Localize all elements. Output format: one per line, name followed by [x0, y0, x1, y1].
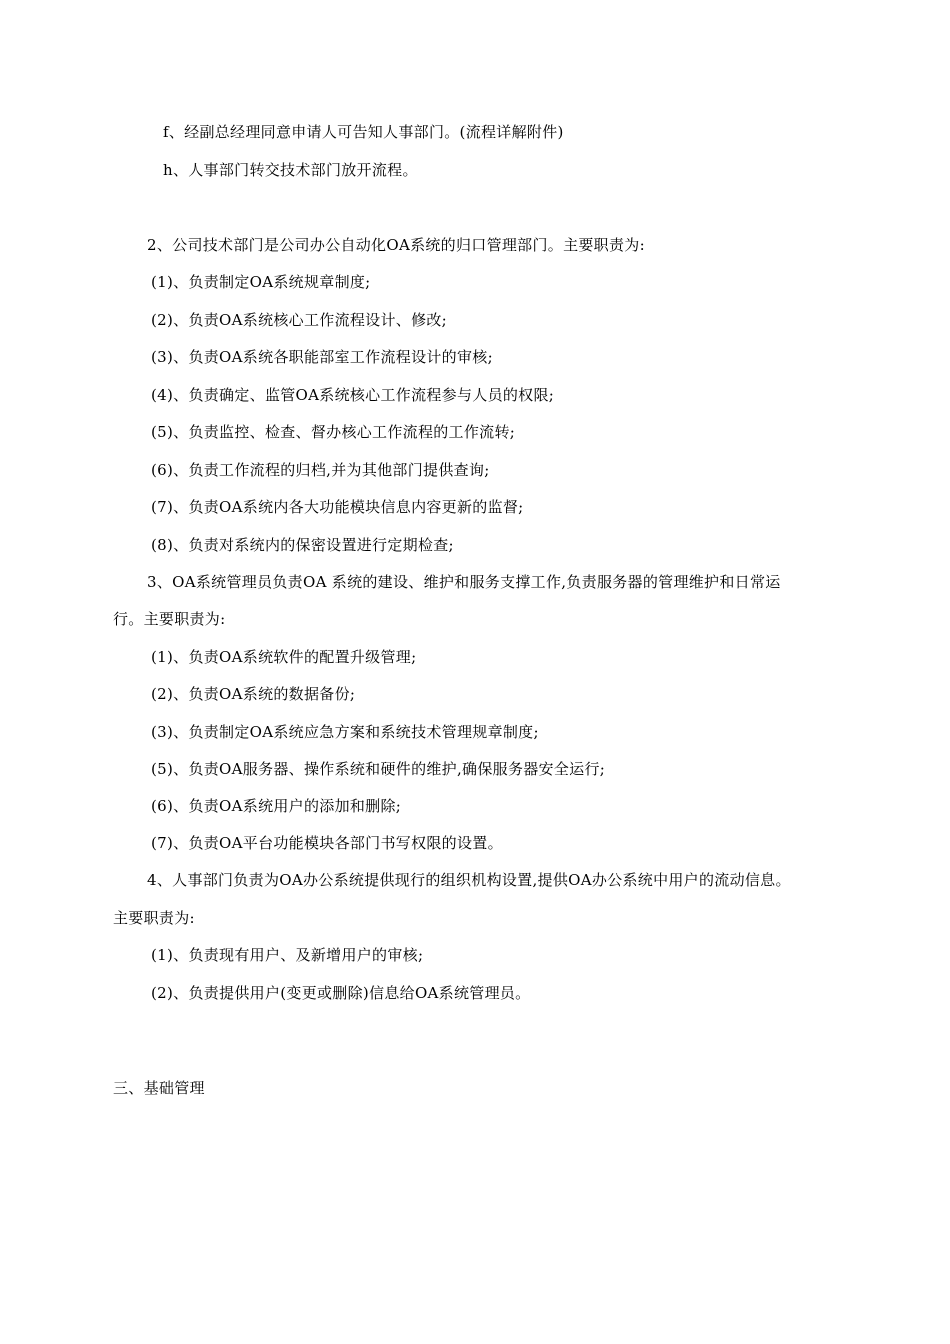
item-2-intro: 2、公司技术部门是公司办公自动化OA系统的归口管理部门。主要职责为: [147, 236, 645, 254]
section-heading: 三、基础管理 [113, 1079, 205, 1097]
item-2-duty-4: (4)、负责确定、监管OA系统核心工作流程参与人员的权限; [151, 386, 555, 404]
item-3-duty-6: (6)、负责OA系统用户的添加和删除; [151, 797, 402, 815]
item-3-duty-5: (5)、负责OA服务器、操作系统和硬件的维护,确保服务器安全运行; [151, 760, 606, 778]
item-4-intro-cont: 主要职责为: [113, 909, 195, 927]
item-2-duty-1: (1)、负责制定OA系统规章制度; [151, 273, 371, 291]
item-3-duty-2: (2)、负责OA系统的数据备份; [151, 685, 356, 703]
item-2-duty-7: (7)、负责OA系统内各大功能模块信息内容更新的监督; [151, 498, 524, 516]
item-2-duty-3: (3)、负责OA系统各职能部室工作流程设计的审核; [151, 348, 493, 366]
item-3-duty-7: (7)、负责OA平台功能模块各部门书写权限的设置。 [151, 834, 503, 852]
item-3-intro: 3、OA系统管理员负责OA 系统的建设、维护和服务支撑工作,负责服务器的管理维护和日常运 [147, 573, 781, 591]
item-2-duty-8: (8)、负责对系统内的保密设置进行定期检查; [151, 536, 454, 554]
item-4-duty-2: (2)、负责提供用户(变更或删除)信息给OA系统管理员。 [151, 984, 531, 1002]
item-3-intro-cont: 行。主要职责为: [113, 610, 226, 628]
step-f-text: f、经副总经理同意申请人可告知人事部门。(流程详解附件) [163, 123, 564, 141]
item-4-intro: 4、人事部门负责为OA办公系统提供现行的组织机构设置,提供OA办公系统中用户的流动信息。 [147, 871, 791, 889]
item-2-duty-2: (2)、负责OA系统核心工作流程设计、修改; [151, 311, 448, 329]
item-3-duty-1: (1)、负责OA系统软件的配置升级管理; [151, 648, 417, 666]
step-h-text: h、人事部门转交技术部门放开流程。 [163, 161, 418, 179]
item-3-duty-3: (3)、负责制定OA系统应急方案和系统技术管理规章制度; [151, 723, 539, 741]
item-4-duty-1: (1)、负责现有用户、及新增用户的审核; [151, 946, 424, 964]
item-2-duty-6: (6)、负责工作流程的归档,并为其他部门提供查询; [151, 461, 490, 479]
item-2-duty-5: (5)、负责监控、检查、督办核心工作流程的工作流转; [151, 423, 516, 441]
